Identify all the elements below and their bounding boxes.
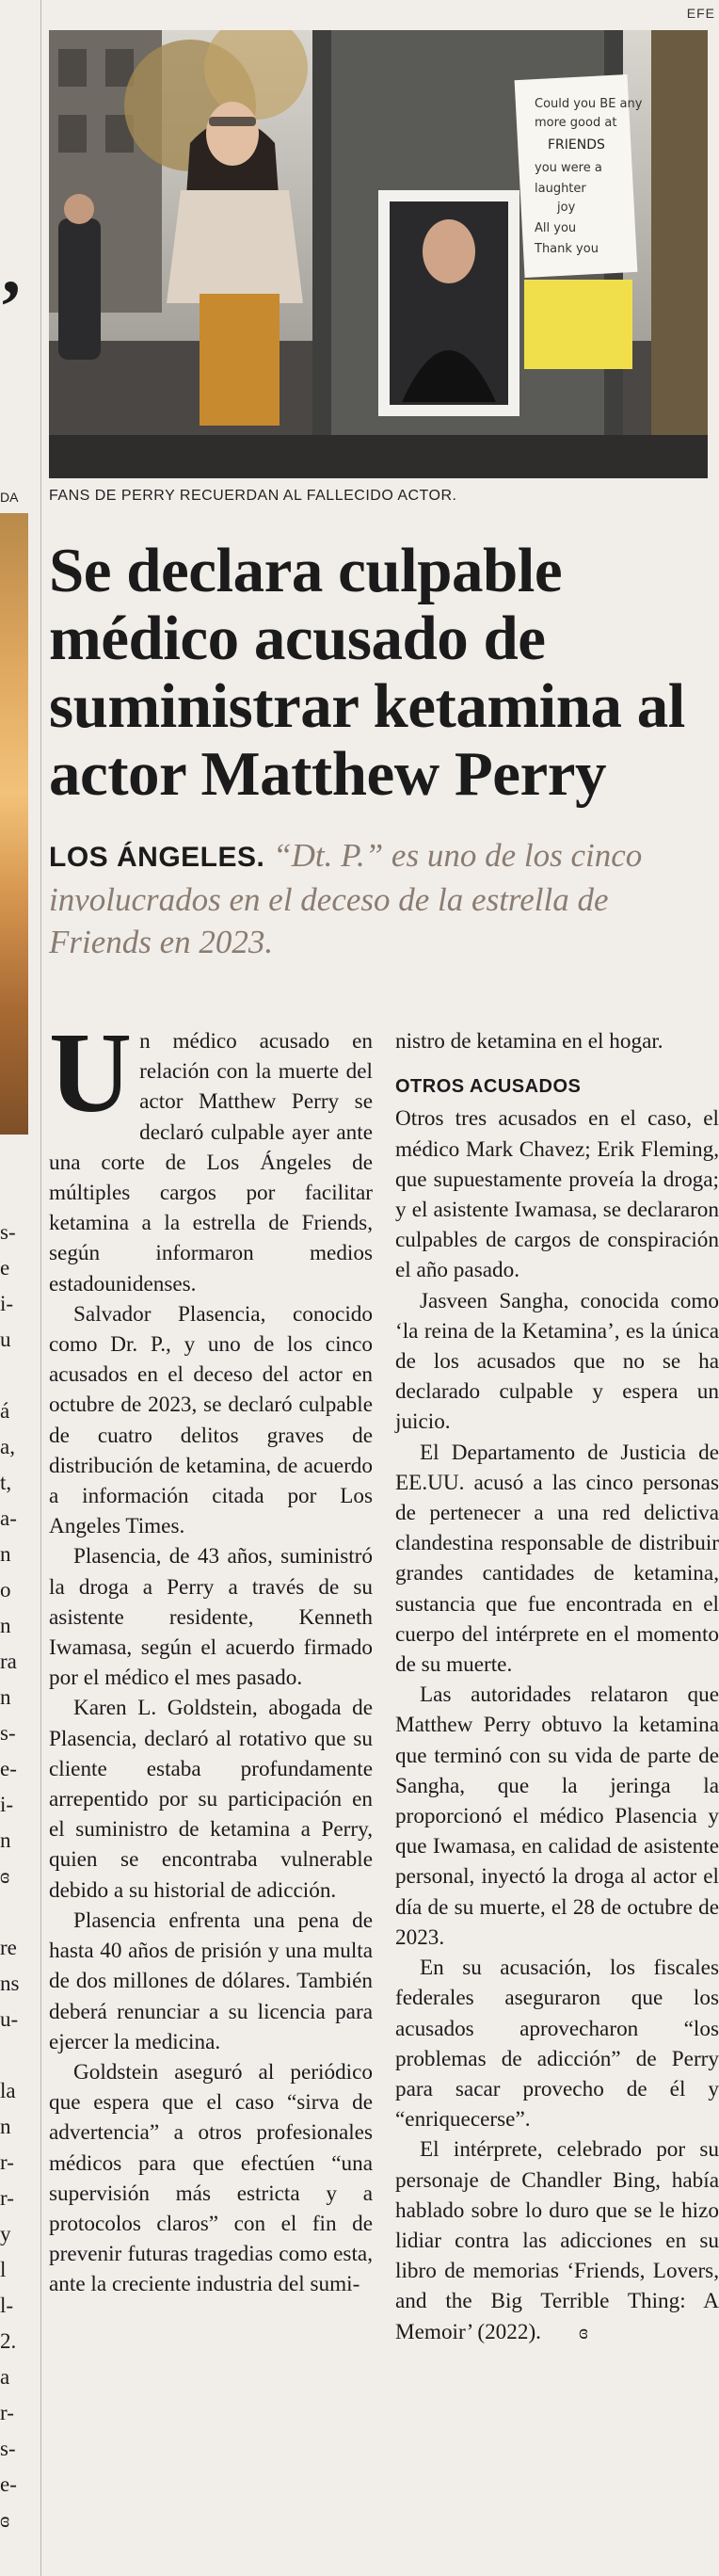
previous-article-fragment: r- xyxy=(0,2401,14,2424)
previous-article-fragment: s- xyxy=(0,2437,16,2460)
previous-article-fragment: a- xyxy=(0,1506,17,1530)
photo-credit: EFE xyxy=(686,6,715,21)
previous-article-fragment: n xyxy=(0,2115,11,2138)
previous-article-fragment: t, xyxy=(0,1471,12,1494)
previous-article-fragment: o xyxy=(0,1578,11,1602)
drop-cap: U xyxy=(49,1009,133,1136)
previous-article-fragment: l- xyxy=(0,2294,14,2317)
previous-article-fragment: r- xyxy=(0,2186,14,2210)
previous-article-fragment: e- xyxy=(0,1757,17,1780)
previous-article-fragment: 2. xyxy=(0,2329,17,2353)
article xyxy=(49,0,719,2576)
previous-article-fragment xyxy=(0,1894,36,1930)
body-paragraph: El Departamento de Justicia de EE.UU. acusó a las cinco personas de pertenecer a una red delictiva clandestina responsable de distribuir grandes cantidades de ketamina, sustancia que fue encontrada en el cuerpo del intérprete en el momento de su muerte. xyxy=(395,1440,719,1678)
previous-article-fragment: r- xyxy=(0,2150,14,2174)
previous-article-fragment: ɞ xyxy=(0,2508,10,2532)
lede xyxy=(49,834,717,963)
previous-article-credit: DA xyxy=(0,490,19,505)
memorial-photo-illustration xyxy=(49,30,708,478)
memorial-note-line: you were a xyxy=(535,161,602,175)
body-paragraph: Plasencia enfrenta una pena de hasta 40 años de prisión y una multa de dos millones de dólares. También deberá renunciar a su licencia para ejercer la medicina. xyxy=(49,1908,373,2054)
memorial-note-line: laughter xyxy=(535,182,586,196)
previous-article-fragment xyxy=(0,2037,36,2073)
previous-article-text-fragments xyxy=(0,1215,36,2538)
lede-text: “Dt. P.” es uno de los cinco involucrados en el deceso de la estrella de Friends en 2023. xyxy=(49,837,643,960)
body-paragraph: Las autoridades relataron que Matthew Perry obtuvo la ketamina que terminó con su vida de parte de Sangha, que la jeringa la proporcionó el médico Plasencia y que Iwamasa, en calidad de asistente personal, inyectó la droga al actor el día de su muerte, el 28 de octubre de 2023. xyxy=(395,1682,719,1950)
body-column-1 xyxy=(49,1009,373,2300)
body-paragraph xyxy=(49,1009,373,1299)
previous-article-fragment: s- xyxy=(0,1220,16,1244)
previous-article-fragment: la xyxy=(0,2079,16,2102)
previous-article-fragment: n xyxy=(0,1542,11,1566)
column-divider xyxy=(40,0,41,2576)
previous-article-fragment: i- xyxy=(0,1793,14,1816)
body-paragraph-continuation: nistro de ketamina en el hogar. xyxy=(395,1029,663,1054)
previous-article-fragment: ns xyxy=(0,1972,20,1995)
previous-article-fragment: y xyxy=(0,2222,11,2246)
body-paragraph-text: El intérprete, celebrado por su personaje de Chandler Bing, había hablado sobre lo duro que se le hizo lidiar contra las adicciones en su libro de memorias ‘Friends, Lovers, and the Big Terrible Thing: A Memoir’ (2022). xyxy=(395,2137,719,2344)
photo-caption: FANS DE PERRY RECUERDAN AL FALLECIDO ACTOR. xyxy=(49,488,457,504)
previous-article-fragment: i- xyxy=(0,1292,14,1315)
body-column-2 xyxy=(395,1026,719,2347)
previous-article-fragment: s- xyxy=(0,1721,16,1745)
previous-article-fragment: re xyxy=(0,1936,17,1959)
previous-article-fragment: n xyxy=(0,1828,11,1852)
body-paragraph: En su acusación, los fiscales federales aseguraron que los acusados aprovecharon “los problemas de adicción” de Perry para sacar provecho de él y “enriquecerse”. xyxy=(395,1956,719,2133)
memorial-note-line: joy xyxy=(557,201,576,215)
previous-article-fragment: ra xyxy=(0,1650,17,1673)
memorial-note-line: FRIENDS xyxy=(548,137,605,153)
body-paragraph-text: n médico acusado en relación con la muerte del actor Matthew Perry se declaró culpable ayer ante una corte de Los Ángeles de múltiples cargos por facilitar ketamina a la estrella de Friends, según informaron medios estadounidenses. xyxy=(49,1029,373,1296)
previous-article-fragment xyxy=(0,1358,36,1393)
body-paragraph: Karen L. Goldstein, abogada de Plasencia, declaró al rotativo que su cliente estaba profundamente arrepentido por su participación en el suministro de ketamina a Perry, quien se encontraba vulnerable debido a su historial de adicción. xyxy=(49,1696,373,1903)
memorial-note-line: All you xyxy=(535,221,577,235)
previous-article-fragment: a xyxy=(0,2365,10,2389)
previous-article-fragment: ɞ xyxy=(0,1864,10,1888)
previous-article-strip xyxy=(0,0,38,2576)
previous-article-fragment: á xyxy=(0,1399,10,1423)
previous-article-fragment: e- xyxy=(0,2472,17,2496)
body-paragraph: Goldstein aseguró al periódico que espera que el caso “sirva de advertencia” a otros profesionales médicos para que efectúen “una supervisión más estricta y a protocolos claros” con el fin de prevenir futuras tragedias como esta, ante la creciente industria del sumi- xyxy=(49,2059,373,2297)
dateline-city: LOS ÁNGELES. xyxy=(49,842,265,873)
previous-article-fragment: e xyxy=(0,1256,10,1280)
article-photo xyxy=(49,30,708,478)
previous-article-fragment: n xyxy=(0,1614,11,1637)
previous-article-comma: , xyxy=(2,227,21,310)
previous-article-fragment: l xyxy=(0,2258,7,2281)
previous-article-fragment: a, xyxy=(0,1435,15,1458)
previous-article-fragment: u- xyxy=(0,2007,19,2031)
memorial-note-line: Thank you xyxy=(535,242,599,256)
headline: Se declara culpable médico acusado de suministrar ketamina al actor Matthew Perry xyxy=(49,536,685,809)
previous-article-photo xyxy=(0,513,28,1135)
body-paragraph: Plasencia, de 43 años, suministró la droga a Perry a través de su asistente residente, Kenneth Iwamasa, según el acuerdo firmado por el médico el mes pasado. xyxy=(49,1544,373,1691)
body-paragraph: Jasveen Sangha, conocida como ‘la reina de la Ketamina’, es la única de los acusados que no se ha declarado culpable y espera un juicio. xyxy=(395,1288,719,1435)
previous-article-fragment: u xyxy=(0,1328,11,1351)
memorial-note-line: more good at xyxy=(535,116,617,130)
memorial-note-line: Could you BE any xyxy=(535,97,643,111)
body-paragraph: Salvador Plasencia, conocido como Dr. P., y uno de los cinco acusados en el deceso del actor en octubre de 2023, se declaró culpable de cuatro delitos graves de distribución de ketamina, de acuerdo a información citada por Los Angeles Times. xyxy=(49,1301,373,1539)
subhead: OTROS ACUSADOS xyxy=(395,1076,582,1098)
body-paragraph: Otros tres acusados en el caso, el médico Mark Chavez; Erik Fleming, que supuestamente proveía la droga; y el asistente Iwamasa, se declararon culpables de cargos de conspiración el año pasado. xyxy=(395,1106,719,1283)
end-mark-icon: ɞ xyxy=(578,2319,588,2343)
body-paragraph xyxy=(395,2134,719,2346)
previous-article-fragment: n xyxy=(0,1685,11,1709)
